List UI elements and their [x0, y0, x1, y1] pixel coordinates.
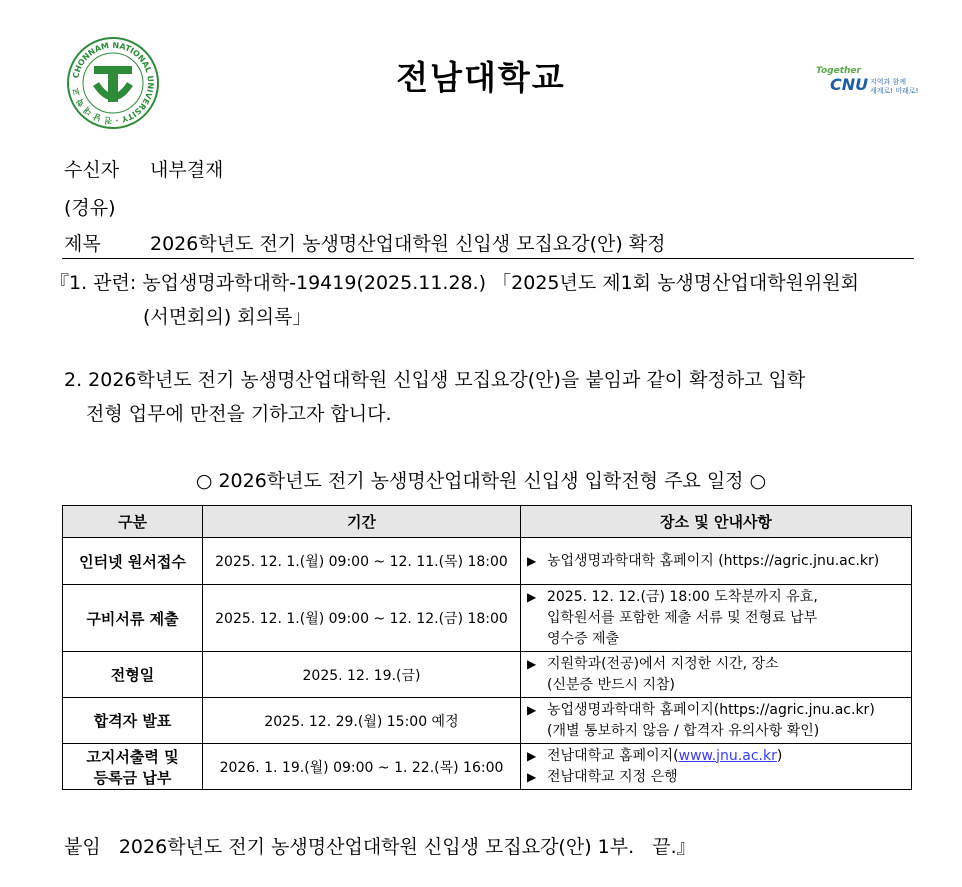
- table-row: 인터넷 원서접수 2025. 12. 1.(월) 09:00 ~ 12. 11.(목) 18:00 ▶ 농업생명과학대학 홈페이지 (https://agric.jnu.ac.kr): [63, 538, 912, 585]
- attachment-label: 붙임: [64, 836, 101, 858]
- attachment-line: [64, 832, 696, 859]
- bullet-icon: ▶: [527, 589, 537, 604]
- via-line: [64, 193, 116, 220]
- header-period: 기간: [203, 506, 521, 538]
- jnu-homepage-link[interactable]: www.jnu.ac.kr: [678, 747, 777, 764]
- subject-label: 제목: [64, 233, 101, 255]
- bullet-icon: ▶: [527, 702, 537, 717]
- recipient-label: 수신자: [64, 159, 120, 181]
- bullet-icon: ▶: [527, 769, 537, 784]
- document-header-title: 전남대학교: [396, 58, 566, 97]
- recipient-line: [64, 155, 223, 182]
- body-item-2: 2. 2026학년도 전기 농생명산업대학원 신입생 모집요강(안)을 붙임과 같이 확정하고 입학 전형 업무에 만전을 기하고자 합니다.: [64, 369, 806, 425]
- recipient-value: 내부결재: [150, 159, 224, 181]
- cnu-slogan-logo: Together CNU 지역과 함께 세계로! 미래로!: [816, 66, 919, 95]
- header-divider: [62, 258, 914, 259]
- subject-value: 2026학년도 전기 농생명산업대학원 신입생 모집요강(안) 확정: [150, 233, 666, 255]
- table-row: 구비서류 제출 2025. 12. 1.(월) 09:00 ~ 12. 12.(금) 18:00 ▶ 2025. 12. 12.(금) 18:00 도착분까지 유효, 입학원서를 포함한 제출 서류 및 전형료 납부 영수증 제출: [63, 585, 912, 652]
- subject-line: [64, 229, 666, 256]
- bullet-icon: ▶: [527, 748, 537, 763]
- header-notes: 장소 및 안내사항: [521, 506, 912, 538]
- header-category: 구분: [63, 506, 203, 538]
- bullet-icon: ▶: [527, 656, 537, 671]
- attachment-text: 2026학년도 전기 농생명산업대학원 신입생 모집요강(안) 1부.: [118, 836, 635, 858]
- table-header-row: [63, 506, 912, 538]
- attachment-end: 끝.』: [652, 836, 696, 858]
- via-label: (경유): [64, 197, 116, 219]
- bullet-icon: ▶: [527, 553, 537, 568]
- table-row: 전형일 2025. 12. 19.(금) ▶ 지원학과(전공)에서 지정한 시간, 장소 (신분증 반드시 지참): [63, 652, 912, 698]
- table-row: 합격자 발표 2025. 12. 29.(월) 15:00 예정 ▶ 농업생명과학대학 홈페이지(https://agric.jnu.ac.kr) (개별 통보하지 않음 / 합격자 유의사항 확인): [63, 698, 912, 744]
- svg-text:CHONNAM NATIONAL UNIVERSITY ·: CHONNAM NATIONAL UNIVERSITY · 전 남 대 학 교: [71, 40, 156, 126]
- body-item-1: 『1. 관련: 농업생명과학대학-19419(2025.11.28.) 「2025년도 제1회 농생명산업대학원위원회 (서면회의) 회의록」: [50, 272, 859, 328]
- schedule-title: ○ 2026학년도 전기 농생명산업대학원 신입생 입학전형 주요 일정 ○: [195, 470, 767, 492]
- schedule-table: [62, 505, 912, 790]
- table-row: 고지서출력 및 등록금 납부 2026. 1. 19.(월) 09:00 ~ 1. 22.(목) 16:00 ▶ 전남대학교 홈페이지(www.jnu.ac.kr) ▶ 전남대학교 지정 은행: [63, 744, 912, 790]
